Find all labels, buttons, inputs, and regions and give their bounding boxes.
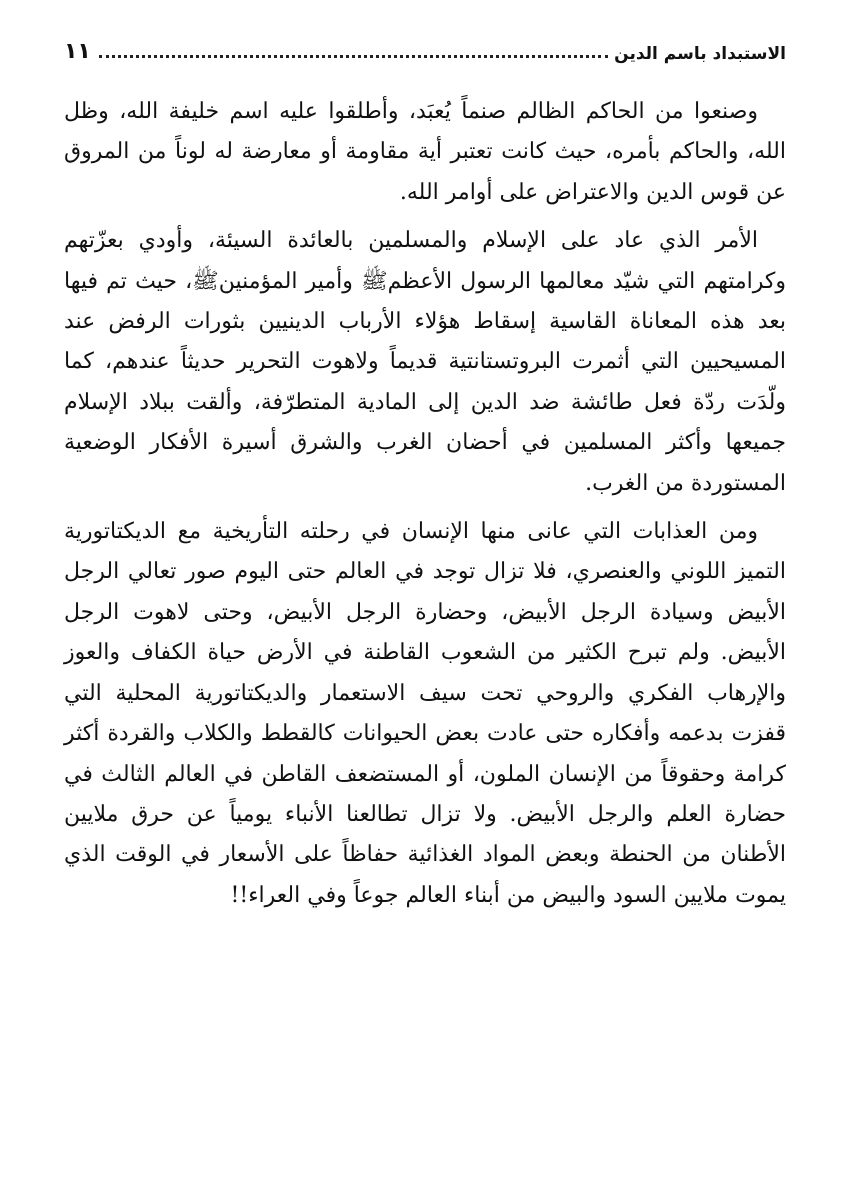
page-header [64,30,786,64]
paragraph: وصنعوا من الحاكم الظالم صنماً يُعبَد، وأطلقوا عليه اسم خليفة الله، وظل الله، والحاكم بأمره، حيث كانت تعتبر أية مقاومة أو معارضة له لوناً من المروق عن قوس الدين والاعتراض على أوامر الله. [64,99,786,205]
dotted-leader [99,55,608,58]
running-title: الاستبداد باسم الدين [614,44,786,64]
paragraph: الأمر الذي عاد على الإسلام والمسلمين بالعائدة السيئة، وأودي بعزّتهم وكرامتهم التي شيّد معالمها الرسول الأعظمﷺ وأمير المؤمنينﷺ، حيث تم فيها بعد هذه المعاناة القاسية إسقاط هؤلاء الأرباب الدينيين بثورات الرفض عند المسيحيين التي أثمرت البروتستانتية قديماً ولاهوت التحرير حديثاً عندهم، كما ولّدَت ردّة فعل طائشة ضد الدين إلى المادية المتطرّفة، وألقت ببلاد الإسلام جميعها وأكثر المسلمين في أحضان الغرب والشرق أسيرة الأفكار الوضعية المستوردة من الغرب. [64,228,786,496]
page-number: ١١ [64,39,91,64]
body-text [64,92,786,916]
paragraph: ومن العذابات التي عانى منها الإنسان في رحلته التأريخية مع الديكتاتورية التميز اللوني والعنصري، فلا تزال توجد في العالم حتى اليوم صور تعالي الرجل الأبيض وسيادة الرجل الأبيض، وحضارة الرجل الأبيض، وحتى لاهوت الرجل الأبيض. ولم تبرح الكثير من الشعوب القاطنة في الأرض حياة الكفاف والعوز والإرهاب الفكري والروحي تحت سيف الاستعمار والديكتاتورية المحلية التي قفزت بدعمه وأفكاره حتى عادت بعض الحيوانات كالقطط والكلاب والقردة أكثر كرامة وحقوقاً من الإنسان الملون، أو المستضعف القاطن في العالم الثالث في حضارة العلم والرجل الأبيض. ولا تزال تطالعنا الأنباء يومياً عن حرق ملايين الأطنان من الحنطة وبعض المواد الغذائية حفاظاً على الأسعار في الوقت الذي يموت ملايين السود والبيض من أبناء العالم جوعاً وفي العراء!! [64,519,786,908]
